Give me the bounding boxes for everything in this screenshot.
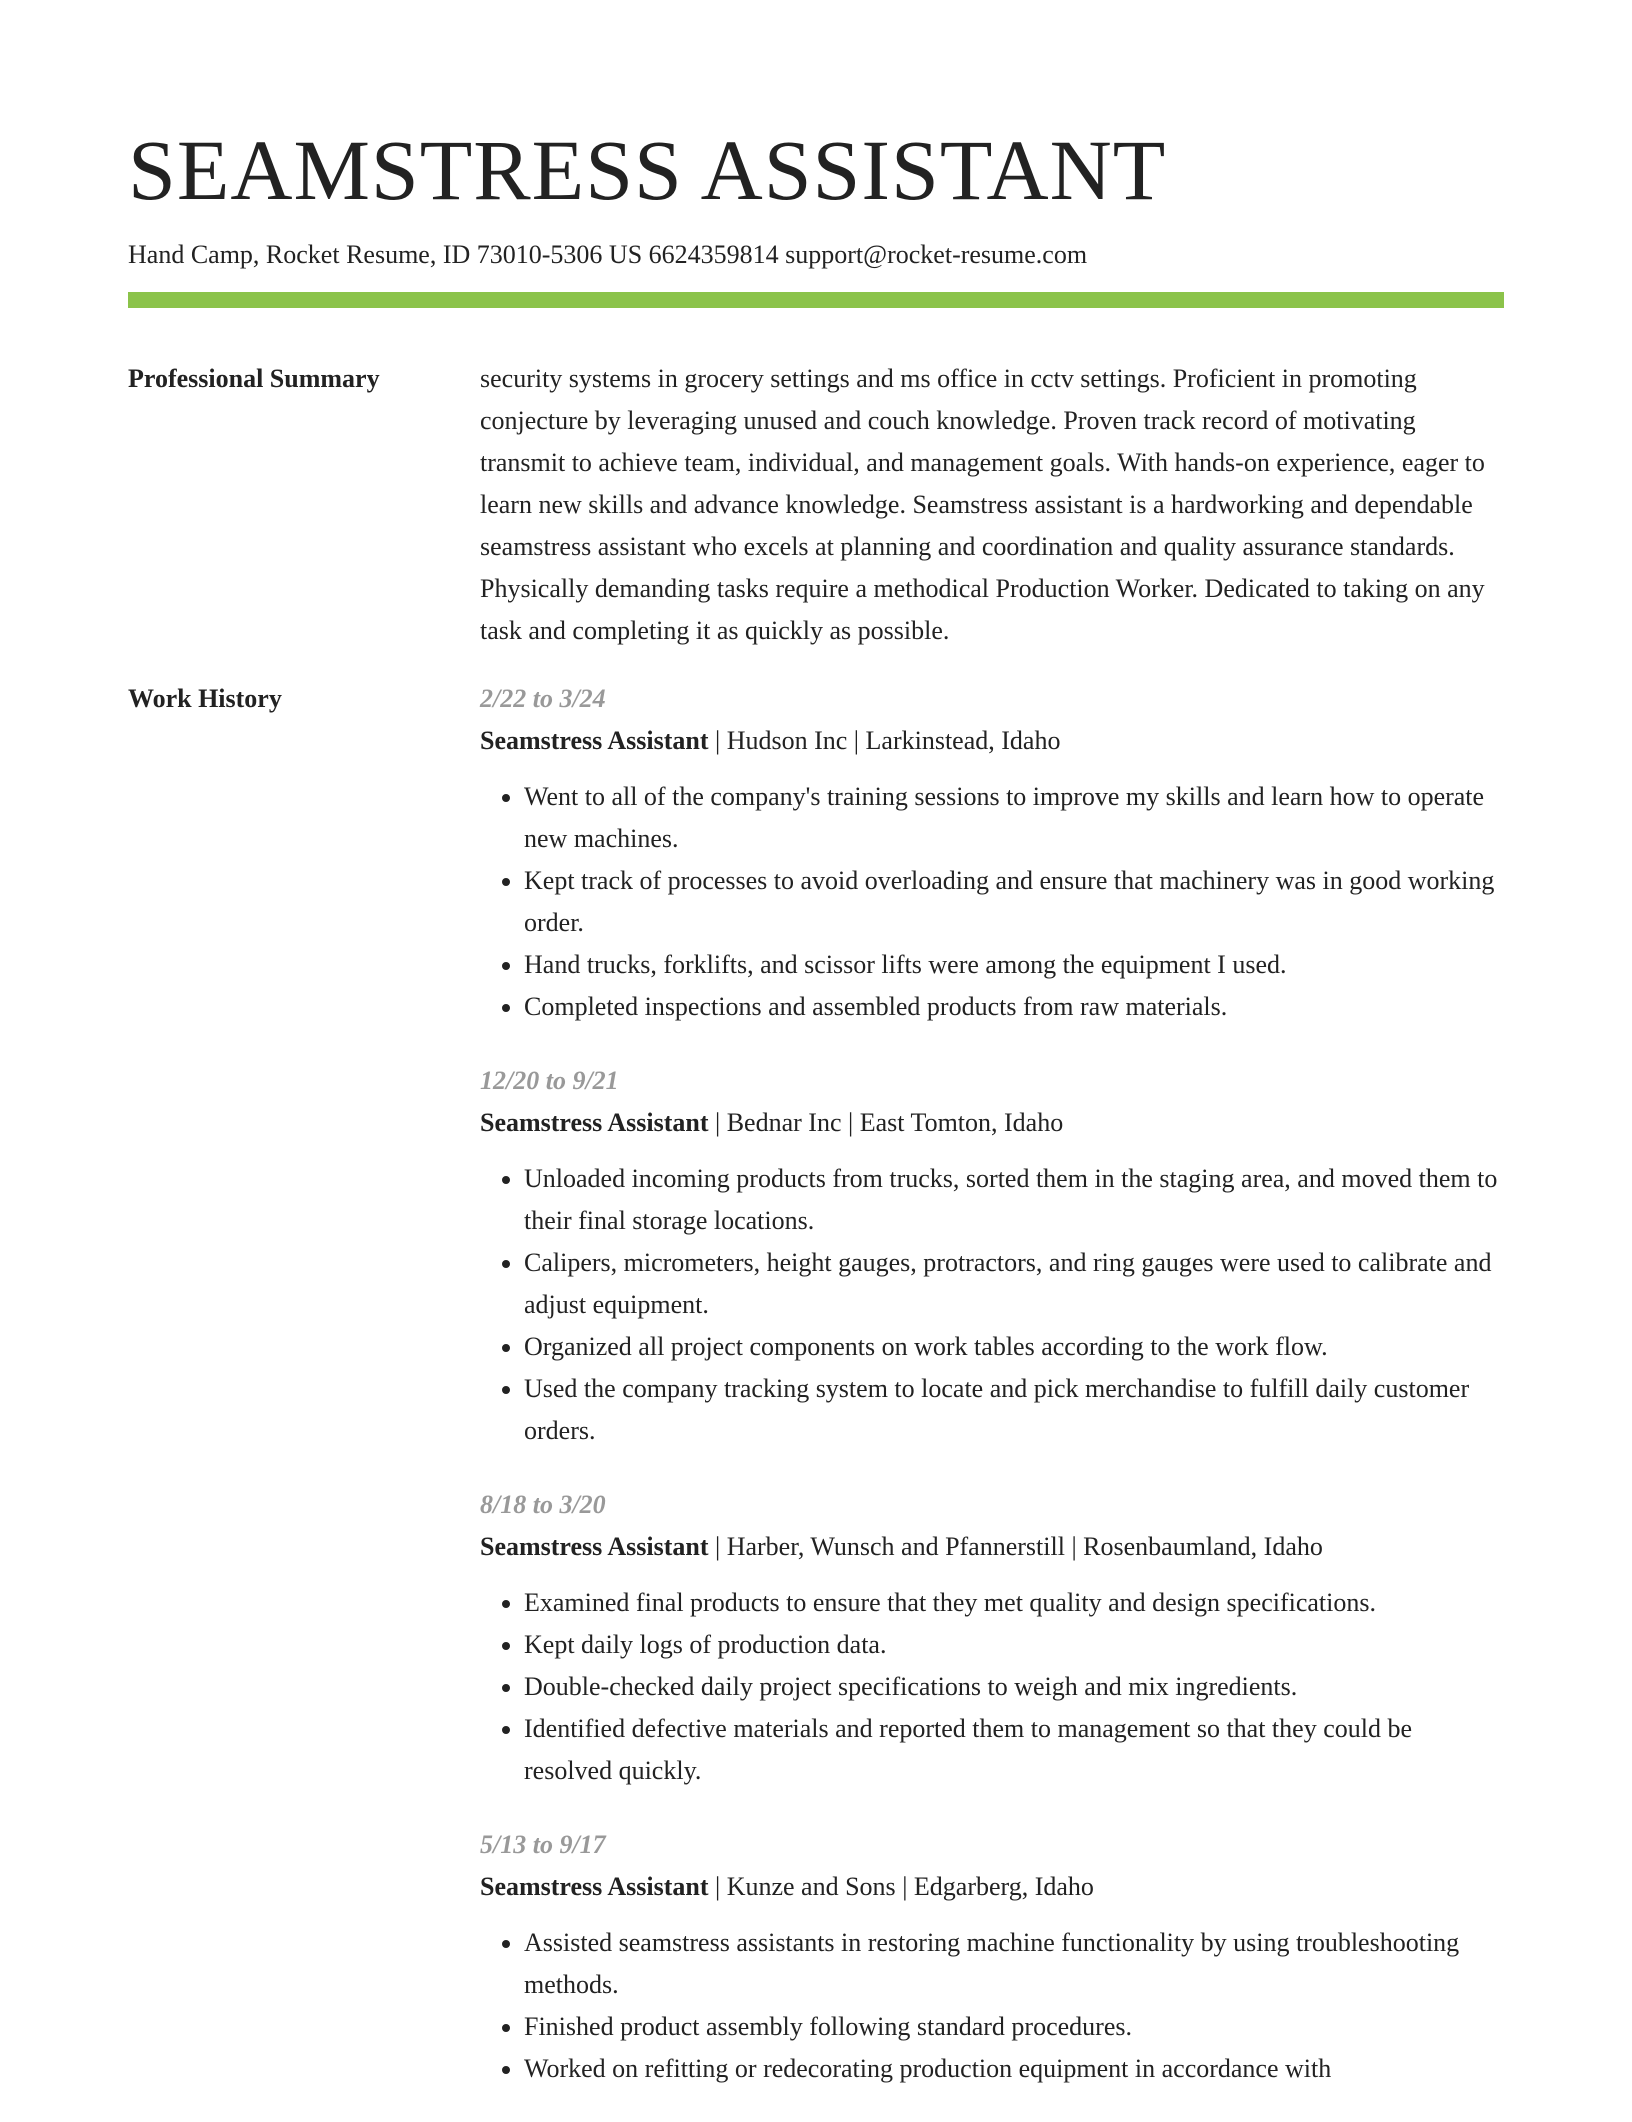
separator: | xyxy=(708,1532,727,1561)
job-entry xyxy=(480,678,1504,1028)
job-company: Bednar Inc xyxy=(726,1108,842,1137)
job-entry xyxy=(480,1484,1504,1792)
professional-summary-section xyxy=(128,358,1504,652)
job-bullet-list xyxy=(480,776,1504,1028)
job-company: Kunze and Sons xyxy=(726,1872,896,1901)
job-title: Seamstress Assistant xyxy=(480,1872,709,1901)
summary-text: security systems in grocery settings and ms office in cctv settings. Proficient in promoting conjecture by leveraging unused and couch knowledge. Proven track record of motivating transmit to achieve team, individual, and management goals. With hands-on experience, eager to learn new skills and advance knowledge. Seamstress assistant is a hardworking and dependable seamstress assistant who excels at planning and coordination and quality assurance standards. Physically demanding tasks require a methodical Production Worker. Dedicated to taking on any task and completing it as quickly as possible. xyxy=(480,364,1485,645)
separator: | xyxy=(708,726,727,755)
job-dates: 12/20 to 9/21 xyxy=(480,1066,619,1095)
separator: | xyxy=(847,726,866,755)
job-entry xyxy=(480,1060,1504,1452)
work-history-section xyxy=(128,678,1504,2122)
job-bullet: • Organized all project components on work tables according to the work flow. xyxy=(524,1326,1504,1368)
contact-info: Hand Camp, Rocket Resume, ID 73010-5306 US 6624359814 support@rocket-resume.com xyxy=(128,240,1088,269)
job-bullet: • Kept daily logs of production data. xyxy=(524,1624,1504,1666)
job-bullet: • Identified defective materials and reported them to management so that they could be resolved quickly. xyxy=(524,1708,1504,1792)
job-dates: 2/22 to 3/24 xyxy=(480,684,606,713)
accent-divider xyxy=(128,292,1504,308)
job-title: Seamstress Assistant xyxy=(480,1108,709,1137)
job-company: Harber, Wunsch and Pfannerstill xyxy=(726,1532,1065,1561)
work-history-list xyxy=(480,678,1504,2122)
separator: | xyxy=(708,1108,727,1137)
resume-name: SEAMSTRESS ASSISTANT xyxy=(128,122,1167,218)
job-location: Rosenbaumland, Idaho xyxy=(1083,1532,1323,1561)
resume-page xyxy=(128,0,1504,2122)
job-entry xyxy=(480,1824,1504,2090)
separator: | xyxy=(708,1872,727,1901)
job-bullet: • Kept track of processes to avoid overloading and ensure that machinery was in good working order. xyxy=(524,860,1504,944)
job-company: Hudson Inc xyxy=(726,726,848,755)
separator: | xyxy=(841,1108,860,1137)
job-bullet: • Completed inspections and assembled products from raw materials. xyxy=(524,986,1504,1028)
job-location: East Tomton, Idaho xyxy=(859,1108,1064,1137)
job-location: Edgarberg, Idaho xyxy=(913,1872,1094,1901)
job-title: Seamstress Assistant xyxy=(480,1532,709,1561)
job-header-line xyxy=(480,1866,1504,1908)
job-dates: 8/18 to 3/20 xyxy=(480,1490,606,1519)
job-bullet: • Worked on refitting or redecorating production equipment in accordance with xyxy=(524,2048,1504,2090)
job-bullet: • Calipers, micrometers, height gauges, protractors, and ring gauges were used to calibrate and adjust equipment. xyxy=(524,1242,1504,1326)
job-bullet: • Went to all of the company's training sessions to improve my skills and learn how to operate new machines. xyxy=(524,776,1504,860)
section-label-work-history: Work History xyxy=(128,684,282,713)
job-bullet: • Finished product assembly following standard procedures. xyxy=(524,2006,1504,2048)
job-bullet-list xyxy=(480,1922,1504,2090)
job-location: Larkinstead, Idaho xyxy=(865,726,1061,755)
job-header-line xyxy=(480,1102,1504,1144)
job-bullet: • Examined final products to ensure that they met quality and design specifications. xyxy=(524,1582,1504,1624)
job-dates: 5/13 to 9/17 xyxy=(480,1830,606,1859)
job-bullet-list xyxy=(480,1158,1504,1452)
summary-body xyxy=(480,358,1504,652)
section-label-summary: Professional Summary xyxy=(128,364,380,393)
job-bullet: • Hand trucks, forklifts, and scissor lifts were among the equipment I used. xyxy=(524,944,1504,986)
job-bullet: • Double-checked daily project specifications to weigh and mix ingredients. xyxy=(524,1666,1504,1708)
separator: | xyxy=(895,1872,914,1901)
job-header-line xyxy=(480,1526,1504,1568)
separator: | xyxy=(1064,1532,1084,1561)
job-header-line xyxy=(480,720,1504,762)
job-title: Seamstress Assistant xyxy=(480,726,709,755)
job-bullet: • Assisted seamstress assistants in restoring machine functionality by using troubleshooting methods. xyxy=(524,1922,1504,2006)
job-bullet: • Unloaded incoming products from trucks, sorted them in the staging area, and moved them to their final storage locations. xyxy=(524,1158,1504,1242)
job-bullet: • Used the company tracking system to locate and pick merchandise to fulfill daily customer orders. xyxy=(524,1368,1504,1452)
job-bullet-list xyxy=(480,1582,1504,1792)
